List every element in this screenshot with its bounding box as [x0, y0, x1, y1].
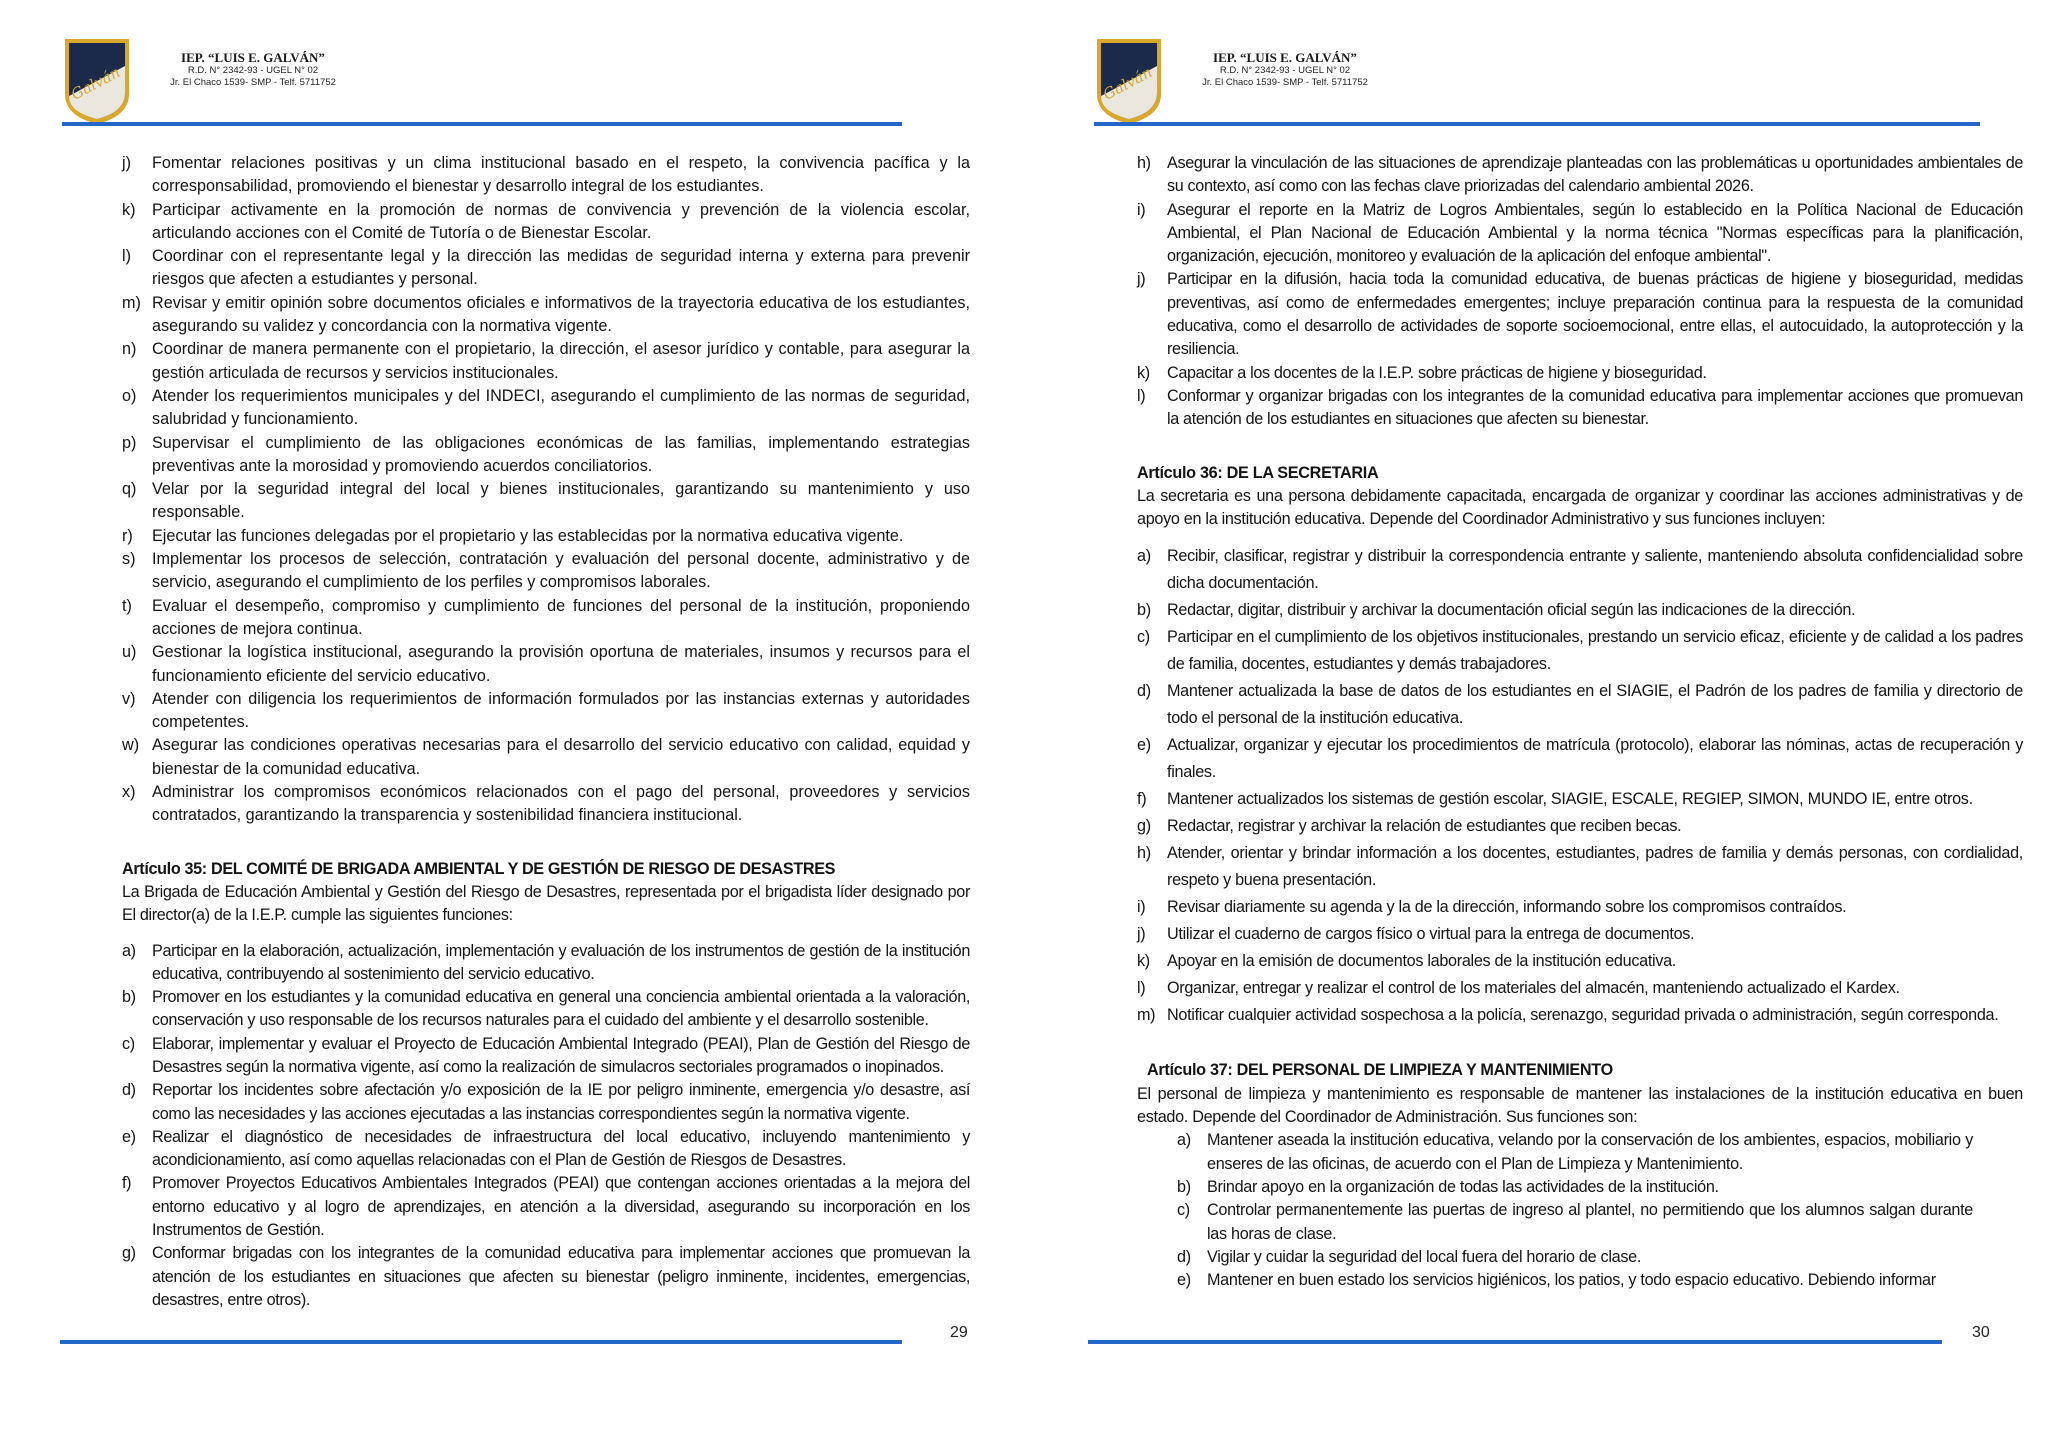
- list-item-letter: i): [1137, 898, 1146, 917]
- list-item-text: Conformar y organizar brigadas con los integrantes de la comunidad educativa para implementar acciones que promuevan la atención de los estudiantes en situaciones que afecten su bienestar.: [1167, 386, 2023, 429]
- list-item-letter: k): [122, 200, 136, 219]
- list-item-letter: g): [122, 1244, 136, 1263]
- list-item-text: Atender los requerimientos municipales y del INDECI, asegurando el cumplimiento de las normas de seguridad, salubridad y funcionamiento.: [152, 386, 970, 429]
- article-36-title: Artículo 36: DE LA SECRETARIA: [1137, 463, 1379, 482]
- list-item: [1137, 840, 2023, 894]
- list-item-letter: k): [1137, 363, 1150, 382]
- list-item-letter: e): [122, 1127, 136, 1146]
- list-item: [122, 781, 970, 828]
- list-item-letter: x): [122, 783, 136, 802]
- list-item: [1137, 543, 2023, 597]
- list-item-letter: c): [122, 1034, 135, 1053]
- list-item-letter: a): [1137, 547, 1151, 566]
- list-item-letter: m): [1137, 1006, 1156, 1025]
- list-item: [122, 525, 970, 548]
- list-item: [122, 940, 970, 987]
- list-item-text: Evaluar el desempeño, compromiso y cumplimiento de funciones del personal de la institución, proponiendo acciones de mejora continua.: [152, 596, 970, 638]
- list-item-text: Asegurar las condiciones operativas necesarias para el desarrollo del servicio educativo con calidad, equidad y bienestar de la comunidad educativa.: [152, 736, 970, 778]
- list-item-letter: g): [1137, 817, 1151, 836]
- list-item-letter: j): [1137, 270, 1146, 289]
- list-item-letter: d): [1137, 682, 1151, 701]
- list-item: [1137, 624, 2023, 678]
- list-item-text: Promover Proyectos Educativos Ambientales Integrados (PEAI) que contengan acciones orientadas a la mejora del entorno educativo y al logro de aprendizajes, en atención a la diversidad, asegurando su incorporación en los Instrumentos de Gestión.: [152, 1174, 970, 1240]
- list-item-text: Participar activamente en la promoción de normas de convivencia y prevención de la violencia escolar, articulando acciones con el Comité de Tutoría o de Bienestar Escolar.: [152, 200, 970, 242]
- list-item-letter: l): [122, 247, 131, 266]
- list-item: [1137, 362, 2023, 385]
- list-item-text: Mantener actualizados los sistemas de gestión escolar, SIAGIE, ESCALE, REGIEP, SIMON, MUNDO IE, entre otros.: [1167, 790, 1973, 809]
- list-item: [1137, 597, 2023, 624]
- list-item-letter: d): [122, 1081, 136, 1100]
- list-item-text: Participar en la difusión, hacia toda la comunidad educativa, de buenas prácticas de higiene y bioseguridad, medidas preventivas, así como de enfermedades emergentes; incluye preparación continua para la respuesta de la comunidad educativa, como el desarrollo de actividades de soporte socioemocional, entre ellas, el autocuidado, la autoprotección y la resiliencia.: [1167, 270, 2023, 359]
- list-item: [1137, 786, 2023, 813]
- school-resolution: R.D. N° 2342-93 - UGEL N° 02: [187, 65, 319, 77]
- article-37-title: Artículo 37: DEL PERSONAL DE LIMPIEZA Y MANTENIMIENTO: [1147, 1061, 1613, 1080]
- list-item: [122, 688, 970, 735]
- list-item-text: Coordinar con el representante legal y la dirección las medidas de seguridad interna y externa para prevenir riesgos que afecten a estudiantes y personal.: [152, 247, 970, 289]
- school-address: Jr. El Chaco 1539- SMP - Telf. 5711752: [170, 76, 336, 88]
- list-item-letter: b): [1177, 1177, 1191, 1196]
- list-item-text: Asegurar el reporte en la Matriz de Logros Ambientales, según lo establecido en la Política Nacional de Educación Ambiental, el Plan Nacional de Educación Ambiental y la norma técnica "Normas específicas para la planificación, organización, ejecución, monitoreo y evaluación de la aplicación del enfoque ambiental".: [1167, 200, 2023, 266]
- list-item: [122, 245, 970, 292]
- list-item-letter: b): [122, 988, 136, 1007]
- page-body: [1137, 152, 2023, 1292]
- footer-rule: [60, 1340, 902, 1344]
- list-item: [122, 152, 970, 199]
- list-item-letter: j): [122, 154, 131, 172]
- list-item-text: Mantener aseada la institución educativa, velando por la conservación de los ambientes, espacios, mobiliario y enseres de las oficinas, de acuerdo con el Plan de Limpieza y Mantenimiento.: [1207, 1131, 1973, 1173]
- svg-text:Galván: Galván: [68, 63, 124, 104]
- list-item-letter: k): [1137, 952, 1150, 971]
- list-item-letter: f): [122, 1174, 132, 1193]
- list-item: [122, 199, 970, 246]
- list-item: [122, 734, 970, 781]
- document-page-30: [1024, 0, 2048, 1448]
- list-item-text: Redactar, registrar y archivar la relación de estudiantes que reciben becas.: [1167, 817, 1682, 836]
- list-item-text: Realizar el diagnóstico de necesidades de infraestructura del local educativo, incluyendo mantenimiento y acondicionamiento, así como aquellas relacionadas con el Plan de Gestión de Riesgos de Desastres.: [152, 1127, 970, 1170]
- list-item: [1177, 1269, 1973, 1292]
- list-item-text: Atender con diligencia los requerimientos de información formulados por las instancias externas y autoridades competentes.: [152, 689, 970, 732]
- list-item-text: Redactar, digitar, distribuir y archivar la documentación oficial según las indicaciones de la dirección.: [1167, 601, 1856, 620]
- list-item-text: Mantener actualizada la base de datos de los estudiantes en el SIAGIE, el Padrón de los padres de familia y directorio de todo el personal de la institución educativa.: [1167, 682, 2023, 728]
- list-item-text: Coordinar de manera permanente con el propietario, la dirección, el asesor jurídico y contable, para asegurar la gestión articulada de recursos y servicios institucionales.: [152, 340, 970, 382]
- list-item-letter: d): [1177, 1247, 1191, 1266]
- list-item-text: Supervisar el cumplimiento de las obligaciones económicas de las familias, implementando estrategias preventivas ante la morosidad y promoviendo acuerdos conciliatorios.: [152, 433, 970, 475]
- list-item: [122, 1126, 970, 1173]
- list-item-letter: l): [1137, 979, 1146, 998]
- list-item-letter: w): [122, 736, 140, 755]
- list-item: [1137, 1002, 2023, 1029]
- list-item: [122, 1079, 970, 1126]
- list-item-letter: p): [122, 433, 137, 452]
- list-item-text: Atender, orientar y brindar información a los docentes, estudiantes, padres de familia y demás personas, con cordialidad, respeto y buena presentación.: [1167, 844, 2023, 890]
- school-name: IEP. “LUIS E. GALVÁN”: [181, 50, 325, 65]
- functions-list-continued: [122, 152, 970, 828]
- list-item-letter: a): [1177, 1131, 1191, 1150]
- list-item-text: Actualizar, organizar y ejecutar los procedimientos de matrícula (protocolo), elaborar las nóminas, actas de recuperación y finales.: [1167, 736, 2023, 782]
- school-name: IEP. “LUIS E. GALVÁN”: [1213, 50, 1357, 65]
- list-item-text: Gestionar la logística institucional, asegurando la provisión oportuna de materiales, insumos y recursos para el funcionamiento eficiente del servicio educativo.: [152, 643, 970, 685]
- list-item-text: Organizar, entregar y realizar el control de los materiales del almacén, manteniendo actualizado el Kardex.: [1167, 979, 1900, 998]
- list-item-text: Participar en la elaboración, actualización, implementación y evaluación de los instrumentos de gestión de la institución educativa, contribuyendo al sostenimiento del servicio educativo.: [152, 941, 970, 983]
- list-item-text: Recibir, clasificar, registrar y distribuir la correspondencia entrante y saliente, manteniendo absoluta confidencialidad sobre dicha documentación.: [1167, 547, 2023, 593]
- list-item-text: Fomentar relaciones positivas y un clima institucional basado en el respeto, la convivencia pacífica y la corresponsabilidad, promoviendo el bienestar y desarrollo integral de los estudiantes.: [152, 154, 970, 196]
- list-item: [122, 986, 970, 1033]
- article-35-title: Artículo 35: DEL COMITÉ DE BRIGADA AMBIENTAL Y DE GESTIÓN DE RIESGO DE DESASTRES: [122, 859, 836, 878]
- list-item: [1137, 199, 2023, 269]
- list-item-text: Participar en el cumplimiento de los objetivos institucionales, prestando un servicio eficaz, eficiente y de calidad a los padres de familia, docentes, estudiantes y demás trabajadores.: [1167, 628, 2023, 674]
- list-item: [122, 292, 970, 339]
- article-37-list: [1137, 1129, 2023, 1292]
- page-body: [122, 152, 970, 1312]
- list-item-letter: e): [1137, 736, 1151, 755]
- list-item-letter: q): [122, 480, 137, 499]
- list-item-text: Vigilar y cuidar la seguridad del local fuera del horario de clase.: [1207, 1247, 1642, 1266]
- list-item-text: Ejecutar las funciones delegadas por el propietario y las establecidas por la normativa educativa vigente.: [152, 526, 904, 545]
- list-item-letter: s): [122, 550, 136, 569]
- list-item-letter: u): [122, 643, 137, 662]
- list-item: [1137, 732, 2023, 786]
- list-item-text: Elaborar, implementar y evaluar el Proyecto de Educación Ambiental Integrado (PEAI), Plan de Gestión del Riesgo de Desastres según la normativa vigente, así como la realización de simulacros sectoriales programados o inopinados.: [152, 1034, 970, 1076]
- list-item-letter: h): [1137, 154, 1151, 172]
- page-number: 29: [950, 1324, 968, 1341]
- list-item: [122, 1033, 970, 1080]
- list-item-text: Promover en los estudiantes y la comunidad educativa en general una conciencia ambiental orientada a la valoración, conservación y uso responsable de los recursos naturales para el cuidado del ambiente y el desarrollo sostenible.: [152, 988, 970, 1030]
- list-item-text: Asegurar la vinculación de las situaciones de aprendizaje planteadas con las problemáticas u oportunidades ambientales de su contexto, así como con las fechas clave priorizadas del calendario ambiental 2026.: [1167, 154, 2023, 196]
- list-item: [1137, 975, 2023, 1002]
- list-item: [122, 595, 970, 642]
- list-item-text: Implementar los procesos de selección, contratación y evaluación del personal docente, administrativo y de servicio, asegurando el cumplimiento de los perfiles y compromisos laborales.: [152, 550, 970, 592]
- list-item-text: Revisar diariamente su agenda y la de la dirección, informando sobre los compromisos contraídos.: [1167, 898, 1847, 917]
- list-item-text: Brindar apoyo en la organización de todas las actividades de la institución.: [1207, 1177, 1719, 1196]
- school-address: Jr. El Chaco 1539- SMP - Telf. 5711752: [1202, 76, 1368, 88]
- list-item-letter: l): [1137, 386, 1146, 405]
- list-item-letter: t): [122, 596, 132, 615]
- list-item-letter: j): [1137, 925, 1146, 944]
- list-item-letter: m): [122, 293, 141, 312]
- list-item: [1137, 948, 2023, 975]
- list-item-letter: b): [1137, 601, 1151, 620]
- list-item: [122, 1172, 970, 1242]
- article-36-list: [1137, 543, 2023, 1029]
- list-item-letter: e): [1177, 1271, 1191, 1290]
- list-item-letter: v): [122, 689, 136, 708]
- article-35-intro: La Brigada de Educación Ambiental y Gestión del Riesgo de Desastres, representada por el brigadista líder designado por El director(a) de la I.E.P. cumple las siguientes funciones:: [122, 882, 970, 925]
- list-item-letter: n): [122, 340, 137, 359]
- list-item: [122, 548, 970, 595]
- school-crest-logo: [1094, 36, 1164, 126]
- list-item-text: Capacitar a los docentes de la I.E.P. sobre prácticas de higiene y bioseguridad.: [1167, 363, 1707, 382]
- article-35-list: [122, 940, 970, 1313]
- list-item-text: Notificar cualquier actividad sospechosa a la policía, serenazgo, seguridad privada o administración, según corresponda.: [1167, 1006, 1999, 1025]
- header-rule: [62, 122, 902, 126]
- list-item: [1137, 921, 2023, 948]
- article-36-intro: La secretaria es una persona debidamente capacitada, encargada de organizar y coordinar las acciones administrativas y de apoyo en la institución educativa. Depende del Coordinador Administrativo y sus funciones incluyen:: [1137, 486, 2023, 529]
- list-item-text: Apoyar en la emisión de documentos laborales de la institución educativa.: [1167, 952, 1677, 971]
- list-item-letter: c): [1177, 1201, 1190, 1220]
- list-item: [1137, 894, 2023, 921]
- list-item-text: Conformar brigadas con los integrantes de la comunidad educativa para implementar acciones que promuevan la atención de los estudiantes en situaciones que afecten su bienestar (peligro inminente, incidentes, emergencias, desastres, entre otros).: [152, 1244, 970, 1309]
- list-item-text: Mantener en buen estado los servicios higiénicos, los patios, y todo espacio educativo. Debiendo informar: [1207, 1271, 1936, 1290]
- footer-rule: [1088, 1340, 1942, 1344]
- list-item-text: Revisar y emitir opinión sobre documentos oficiales e informativos de la trayectoria educativa de los estudiantes, asegurando su validez y concordancia con la normativa vigente.: [152, 293, 970, 336]
- list-item: [1137, 385, 2023, 432]
- list-item-text: Reportar los incidentes sobre afectación y/o exposición de la IE por peligro inminente, emergencia y/o desastre, así como las necesidades y las acciones ejecutadas a las instancias correspondientes según la normativa vigente.: [152, 1081, 970, 1123]
- header-rule: [1094, 122, 1980, 126]
- list-item: [1177, 1199, 1973, 1246]
- list-item-letter: a): [122, 941, 136, 960]
- list-item: [1137, 813, 2023, 840]
- list-item-letter: o): [122, 386, 137, 405]
- list-item-letter: r): [122, 526, 133, 545]
- article-37-intro: El personal de limpieza y mantenimiento es responsable de mantener las instalaciones de la institución educativa en buen estado. Depende del Coordinador de Administración. Sus funciones son:: [1137, 1084, 2023, 1127]
- list-item: [1177, 1246, 1973, 1269]
- svg-text:Galván: Galván: [1100, 63, 1156, 104]
- list-item: [1137, 678, 2023, 732]
- list-item: [1137, 268, 2023, 361]
- list-item: [122, 641, 970, 688]
- list-item-text: Utilizar el cuaderno de cargos físico o virtual para la entrega de documentos.: [1167, 925, 1695, 944]
- list-item: [1177, 1176, 1973, 1199]
- list-item-letter: f): [1137, 790, 1147, 809]
- list-item: [1137, 152, 2023, 199]
- list-item: [122, 338, 970, 385]
- list-item: [122, 1242, 970, 1312]
- school-crest-logo: [62, 36, 132, 126]
- list-item-letter: c): [1137, 628, 1150, 647]
- list-item: [122, 385, 970, 432]
- list-item-text: Velar por la seguridad integral del local y bienes institucionales, garantizando su mantenimiento y uso responsable.: [152, 480, 970, 522]
- list-item-letter: h): [1137, 844, 1151, 863]
- list-item-text: Administrar los compromisos económicos relacionados con el pago del personal, proveedores y servicios contratados, garantizando la transparencia y sostenibilidad financiera institucional.: [152, 783, 970, 825]
- brigade-list-continued: [1137, 152, 2023, 432]
- list-item: [1177, 1129, 1973, 1176]
- list-item: [122, 432, 970, 479]
- list-item: [122, 478, 970, 525]
- list-item-letter: i): [1137, 200, 1146, 219]
- page-number: 30: [1972, 1324, 1990, 1341]
- school-resolution: R.D. N° 2342-93 - UGEL N° 02: [1219, 65, 1351, 77]
- list-item-text: Controlar permanentemente las puertas de ingreso al plantel, no permitiendo que los alumnos salgan durante las horas de clase.: [1207, 1201, 1973, 1243]
